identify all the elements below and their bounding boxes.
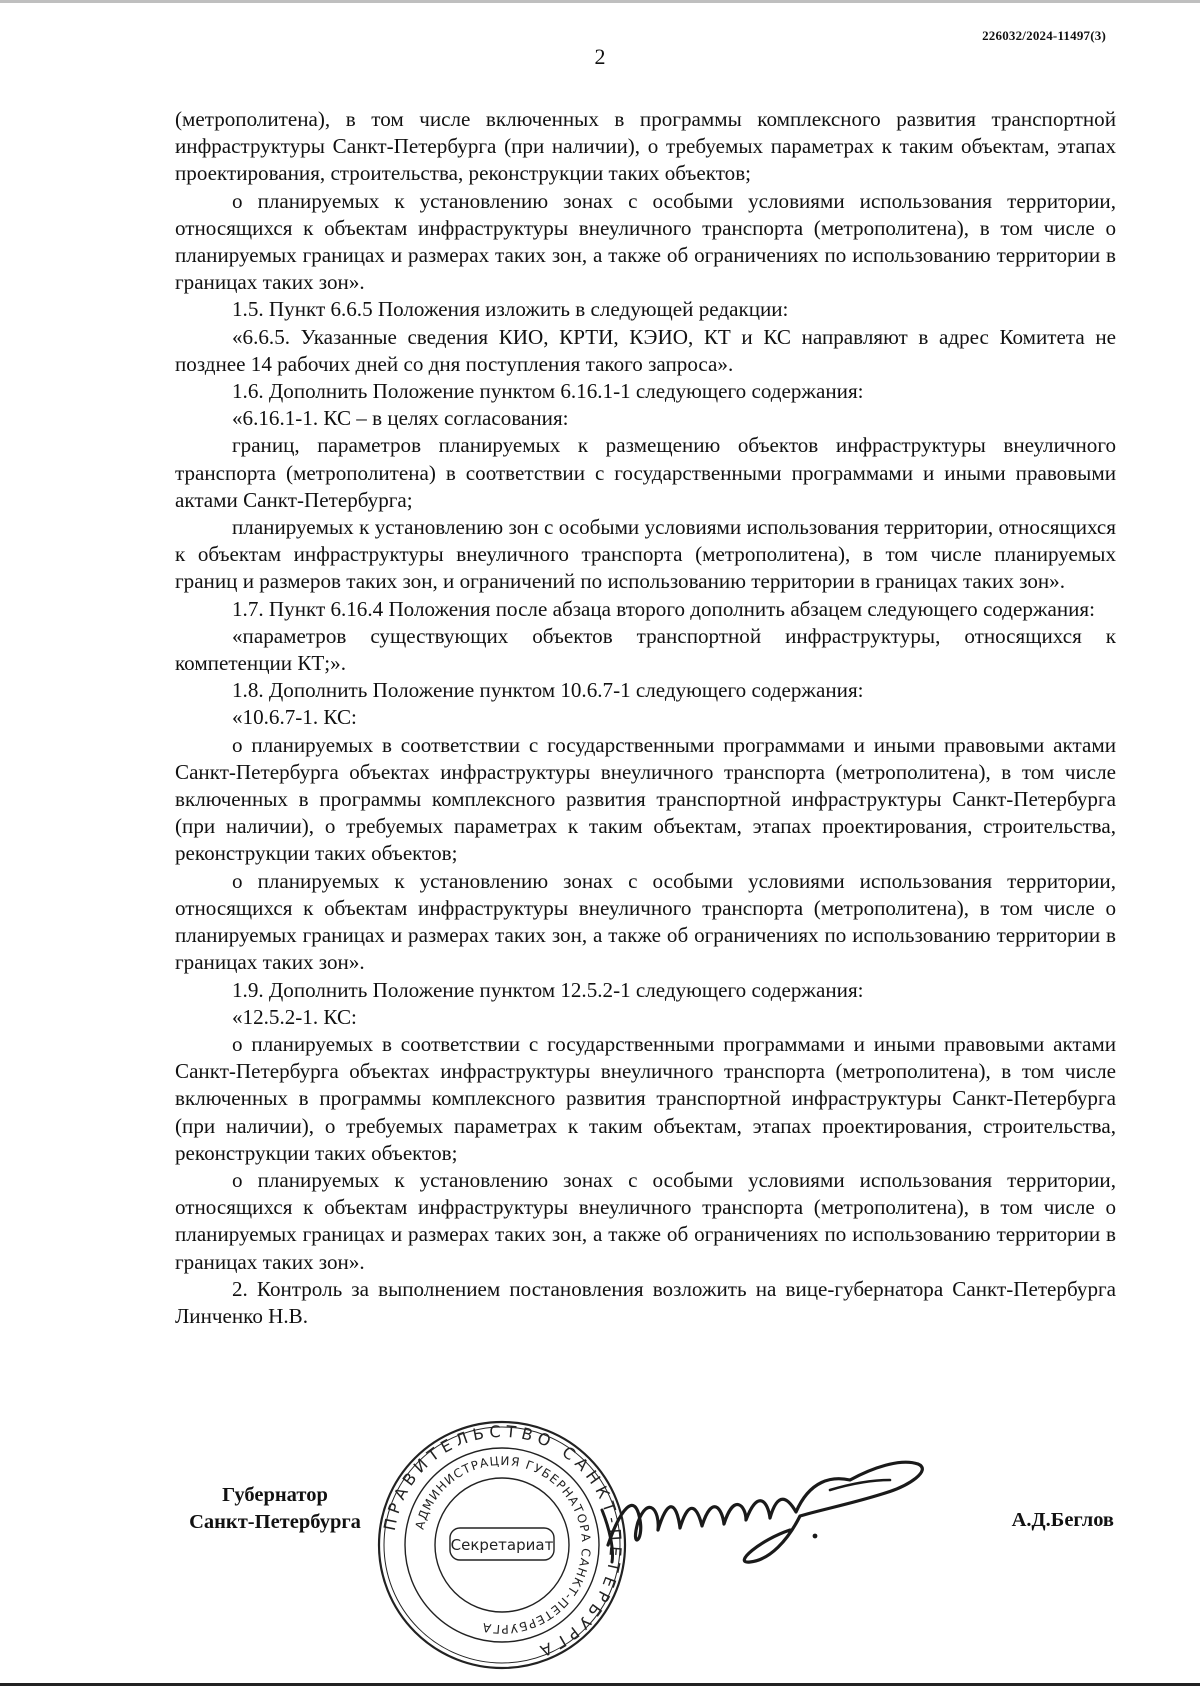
signatory-name: А.Д.Беглов — [1011, 1509, 1114, 1531]
paragraph: о планируемых к установлению зонах с особыми условиями использования территории, относящихся к объектам инфраструктуры внеуличного транспорта (метрополитена), в том числе о планируемых границах и размерах таких зон, а также об ограничениях по использованию территории в границах таких зон». — [175, 188, 1116, 295]
paragraph: о планируемых к установлению зонах с особыми условиями использования территории, относящихся к объектам инфраструктуры внеуличного транспорта (метрополитена), в том числе о планируемых границах и размерах таких зон, а также об ограничениях по использованию территории в границах таких зон». — [175, 1167, 1116, 1274]
signatory-title-line2: Санкт-Петербурга — [189, 1511, 361, 1533]
signatory-title — [175, 1482, 375, 1536]
document-body — [175, 106, 1116, 1330]
official-stamp — [372, 1420, 632, 1670]
document-number: 226032/2024-11497(3) — [982, 28, 1106, 43]
bottom-scan-edge — [0, 1683, 1200, 1686]
paragraph: планируемых к установлению зон с особыми условиями использования территории, относящихся к объектам инфраструктуры внеуличного транспорта (метрополитена), в том числе планируемых границ и размеров таких зон, и ограничений по использованию территории в границах таких зон». — [175, 515, 1116, 594]
signatory-title-line1: Губернатор — [222, 1484, 328, 1506]
top-scan-edge — [0, 0, 1200, 3]
page-number: 2 — [594, 44, 606, 69]
paragraph: (метрополитена), в том числе включенных в программы комплексного развития транспортной инфраструктуры Санкт-Петербурга (при наличии), о требуемых параметрах к таким объектам, этапах проектирования, строительства, реконструкции таких объектов; — [175, 107, 1116, 186]
paragraph: 1.5. Пункт 6.6.5 Положения изложить в следующей редакции: — [232, 297, 789, 322]
paragraph: границ, параметров планируемых к размещению объектов инфраструктуры внеуличного транспорта (метрополитена) в соответствии с государственными программами и иными правовыми актами Санкт-Петербурга; — [175, 433, 1116, 512]
paragraph: 1.7. Пункт 6.16.4 Положения после абзаца второго дополнить абзацем следующего содержания: — [232, 596, 1095, 621]
stamp-outer-text: ПРАВИТЕЛЬСТВО САНКТ-ПЕТЕРБУРГА — [379, 1421, 626, 1663]
paragraph: 1.6. Дополнить Положение пунктом 6.16.1-1 следующего содержания: — [232, 379, 864, 404]
stamp-center-text: Секретариат — [450, 1536, 554, 1554]
paragraph: о планируемых в соответствии с государственными программами и иными правовыми актами Санкт-Петербурга объектах инфраструктуры внеуличного транспорта (метрополитена), в том числе включенных в программы комплексного развития транспортной инфраструктуры Санкт-Петербурга (при наличии), о требуемых параметрах к таким объектам, этапах проектирования, строительства, реконструкции таких объектов; — [175, 732, 1116, 866]
paragraph: «12.5.2-1. КС: — [232, 1004, 357, 1029]
signature-area — [0, 1420, 1200, 1670]
paragraph: о планируемых к установлению зонах с особыми условиями использования территории, относящихся к объектам инфраструктуры внеуличного транспорта (метрополитена), в том числе о планируемых границах и размерах таких зон, а также об ограничениях по использованию территории в границах таких зон». — [175, 868, 1116, 975]
paragraph: о планируемых в соответствии с государственными программами и иными правовыми актами Санкт-Петербурга объектах инфраструктуры внеуличного транспорта (метрополитена), в том числе включенных в программы комплексного развития транспортной инфраструктуры Санкт-Петербурга (при наличии), о требуемых параметрах к таким объектам, этапах проектирования, строительства, реконструкции таких объектов; — [175, 1031, 1116, 1165]
paragraph: 2. Контроль за выполнением постановления возложить на вице-губернатора Санкт-Петербурга Линченко Н.В. — [175, 1276, 1116, 1328]
handwritten-signature — [600, 1450, 980, 1570]
paragraph: 1.8. Дополнить Положение пунктом 10.6.7-1 следующего содержания: — [232, 678, 864, 703]
paragraph: «6.16.1-1. КС – в целях согласования: — [232, 406, 569, 431]
stamp-inner-text: АДМИНИСТРАЦИЯ ГУБЕРНАТОРА САНКТ-ПЕТЕРБУРГА — [412, 1453, 594, 1637]
paragraph: «6.6.5. Указанные сведения КИО, КРТИ, КЭИО, КТ и КС направляют в адрес Комитета не позднее 14 рабочих дней со дня поступления такого запроса». — [175, 324, 1116, 376]
paragraph: 1.9. Дополнить Положение пунктом 12.5.2-1 следующего содержания: — [232, 977, 864, 1002]
paragraph: «параметров существующих объектов транспортной инфраструктуры, относящихся к компетенции КТ;». — [175, 623, 1116, 676]
paragraph: «10.6.7-1. КС: — [232, 705, 357, 730]
